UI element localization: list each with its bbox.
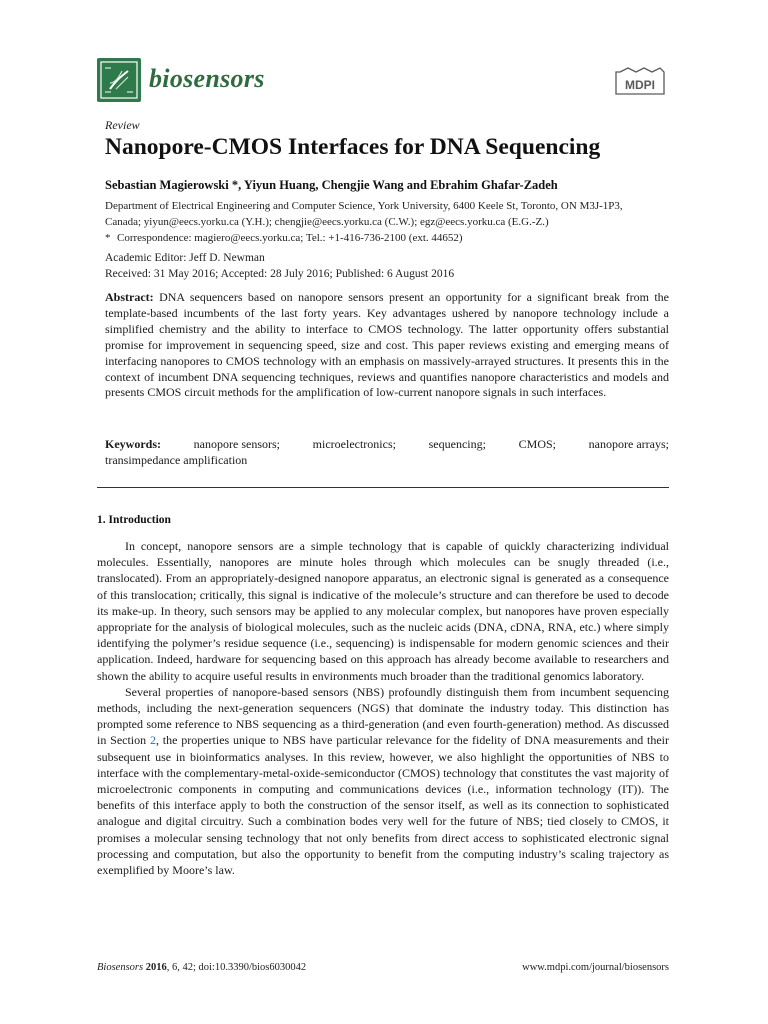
- correspondence-star: *: [105, 232, 111, 244]
- body-text: [97, 538, 669, 878]
- section-heading: 1. Introduction: [97, 514, 171, 526]
- paragraph: [97, 684, 669, 878]
- journal-logo-icon: [97, 58, 141, 102]
- keyword: nanopore arrays;: [588, 437, 669, 451]
- keyword: sequencing;: [428, 437, 486, 451]
- section-link[interactable]: 2: [149, 733, 156, 748]
- affiliation-line: Department of Electrical Engineering and Computer Science, York University, 6400 Keele St, Toronto, ON M3J-1P3,: [105, 200, 623, 212]
- keyword: CMOS;: [518, 437, 556, 451]
- footer-year: 2016: [145, 962, 167, 973]
- footer-citation-rest: , 6, 42; doi:10.3390/bios6030042: [166, 962, 307, 973]
- footer-journal: Biosensors: [97, 962, 144, 973]
- section-divider: [97, 487, 669, 488]
- keyword: transimpedance amplification: [105, 453, 248, 467]
- abstract-text: DNA sequencers based on nanopore sensors present an opportunity for a significant break from the template-based incumbents of the last forty years. Key advantages ushered by nanopore technology include a simplified chemistry and the ability to interface to CMOS technology. The latter opportunity offers substantial promise for improvement in sequencing speed, size and cost. This paper reviews existing and emerging means of interfacing nanopores to CMOS technology with an emphasis on massively-arrayed structures. It presents this in the context of incumbent DNA sequencing techniques, reviews and quantifies nanopore characteristics and models and presents CMOS circuit methods for the amplification of low-current nanopore signals in such interfaces.: [105, 290, 669, 400]
- footer-citation: [97, 962, 306, 973]
- paragraph-text: , the properties unique to NBS have particular relevance for the fidelity of DNA measurements and their subsequent use in bioinformatics analyses. In this review, however, we also highlight the opportunities of NBS to interface with the complementary-metal-oxide-semiconductor (CMOS) technology that constitutes the vast majority of microelectronic components in computing and communications devices (i.e., information technology (IT)). The benefits of this interface apply to both the construction of the sensor itself, as well as its connection to sophisticated analogue and digital circuitry. Such a combination bodes very well for the future of NBS; tied closely to CMOS, it promises a molecular sensing technology that not only benefits from direct access to sophisticated electronic signal processing and computation, but also the opportunity to benefit from the computing industry’s scaling trajectory as exemplified by Moore’s law.: [97, 733, 670, 878]
- affiliation-line: Canada; yiyun@eecs.yorku.ca (Y.H.); chengjie@eecs.yorku.ca (C.W.); egz@eecs.yorku.ca (E.G.-Z.): [105, 216, 549, 228]
- article-title: Nanopore-CMOS Interfaces for DNA Sequencing: [105, 134, 601, 160]
- article-type: Review: [105, 118, 140, 132]
- paragraph-text: In concept, nanopore sensors are a simple technology that is capable of quickly characterizing individual molecules. Essentially, nanopores are minute holes through which molecules can be snugly threaded (i.e., translocated). From an appropriately-designed nanopore apparatus, an electronic signal is generated as a consequence of this translocation; critically, this signal is indicative of the molecule’s structure and can therefore be used to decode its make-up. In theory, such sensors may be applied to any molecular complex, but nanopores have proven especially appropriate for the analysis of biological molecules, such as the nucleic acids (DNA, cDNA, RNA, etc.) where simply identifying the polymer’s residue sequence (i.e., sequencing) is indispensable for modern genomic sciences and their application. Indeed, hardware for sequencing based on this approach has already become available to researchers and shown the ability to acquire useful results in environments much broader than the traditional genomics laboratory.: [97, 539, 669, 683]
- keywords-label: Keywords:: [105, 437, 161, 451]
- abstract: [105, 290, 669, 401]
- author-list: Sebastian Magierowski *, Yiyun Huang, Chengjie Wang and Ebrahim Ghafar-Zadeh: [105, 178, 558, 192]
- journal-name: biosensors: [149, 64, 265, 93]
- keyword: microelectronics;: [312, 437, 396, 451]
- academic-editor: Academic Editor: Jeff D. Newman: [105, 252, 265, 264]
- affiliations: [105, 198, 675, 246]
- correspondence: [105, 230, 675, 246]
- publisher-logo: [612, 66, 668, 98]
- keyword: nanopore sensors;: [193, 437, 280, 451]
- abstract-label: Abstract:: [105, 290, 154, 304]
- correspondence-text: Correspondence: magiero@eecs.yorku.ca; Tel.: +1-416-736-2100 (ext. 44652): [117, 232, 463, 244]
- article-meta: [105, 250, 454, 282]
- keywords: [105, 436, 669, 468]
- article-dates: Received: 31 May 2016; Accepted: 28 July 2016; Published: 6 August 2016: [105, 268, 455, 280]
- paragraph-text: Several properties of nanopore-based sensors (NBS) profoundly distinguish them from incumbent sequencing methods, including the next-generation sequencers (NGS) that dominate the industry today. This distinction has prompted some reference to NBS sequencing as a third-generation (and even fourth-generation) method. As discussed in Section: [97, 684, 669, 748]
- paragraph: [97, 538, 669, 684]
- footer-url[interactable]: www.mdpi.com/journal/biosensors: [522, 962, 669, 973]
- publisher-name: MDPI: [625, 78, 655, 92]
- keywords-line: [105, 436, 669, 452]
